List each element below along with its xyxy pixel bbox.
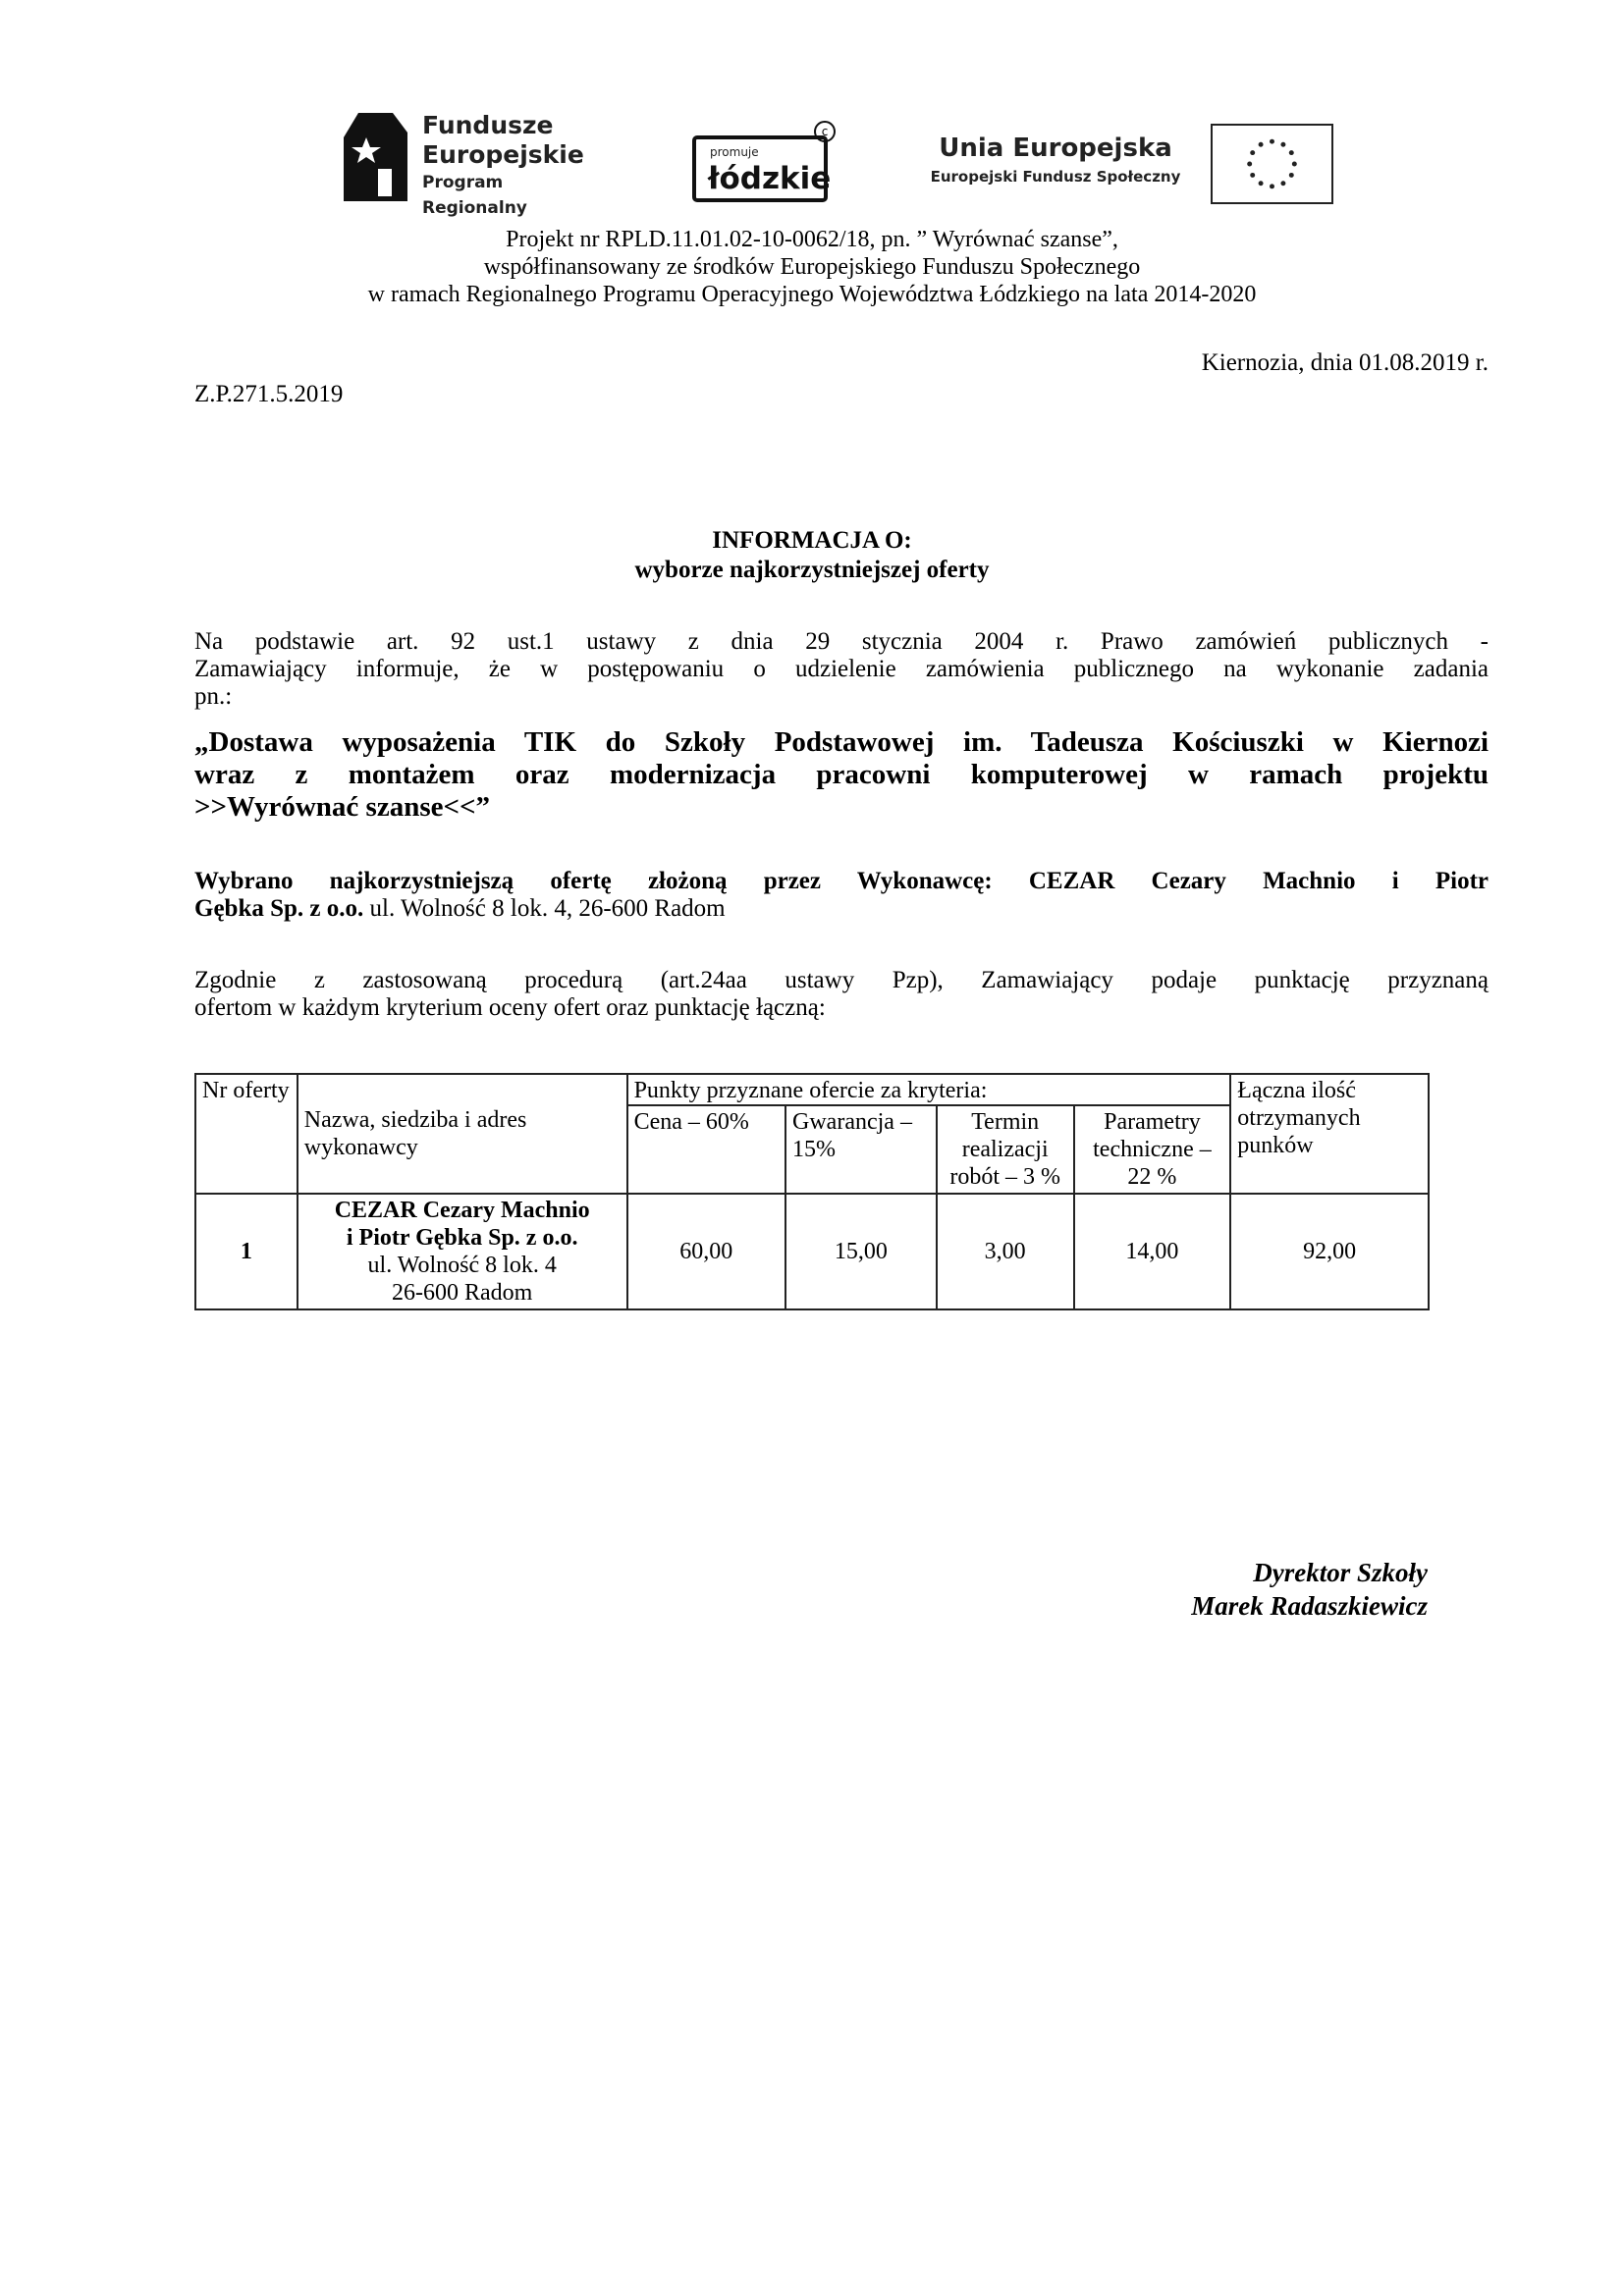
title-line1: INFORMACJA O: [712,527,912,554]
subject-line1: „Dostawa wyposażenia TIK do Szkoły Podstawowej im. Tadeusza Kościuszki w Kiernozi [194,726,1489,758]
procedure-line2: ofertom w każdym kryterium oceny ofert oraz punktację łączną: [194,994,826,1021]
cell-addr-l1: ul. Wolność 8 lok. 4 [367,1253,557,1278]
eu-flag-icon [1211,124,1333,204]
cell-name [298,1194,627,1309]
fundusze-line2: Europejskie [422,140,584,169]
copyright-mark: c [814,121,836,142]
fundusze-line1: Fundusze [422,111,554,139]
cell-price: 60,00 [627,1194,785,1309]
cell-name-l1: CEZAR Cezary Machnio [334,1198,590,1223]
results-table [194,1073,1430,1310]
procedure-line1: Zgodnie z zastosowaną procedurą (art.24aa ustawy Pzp), Zamawiający podaje punktację przyznaną [194,967,1489,993]
header-total: Łączna ilość otrzymanych punków [1230,1074,1429,1194]
cell-term: 3,00 [937,1194,1074,1309]
cell-params: 14,00 [1074,1194,1231,1309]
reference-number: Z.P.271.5.2019 [194,381,344,407]
promuje-lodzkie-logo [692,121,844,204]
chosen-offer [194,868,1489,923]
document-title [0,526,1624,585]
intro-line2: Zamawiający informuje, że w postępowaniu o udzielenie zamówienia publicznego na wykonanie zadania [194,656,1489,682]
lodzkie-big-text: łódzkie [708,161,832,196]
subject-line3: >>Wyrównać szanse<<” [194,791,491,823]
header-nr: Nr oferty [195,1074,298,1194]
lodzkie-small-text: promuje [710,145,759,159]
ue-line1: Unia Europejska [939,133,1172,163]
header-price: Cena – 60% [627,1105,785,1194]
header-term: Termin realizacji robót – 3 % [937,1105,1074,1194]
signature-name: Marek Radaszkiewicz [1191,1591,1428,1621]
project-line3: w ramach Regionalnego Programu Operacyjnego Województwa Łódzkiego na lata 2014-2020 [367,282,1257,307]
contract-subject [194,726,1489,824]
header-params: Parametry techniczne – 22 % [1074,1105,1231,1194]
header-warranty: Gwarancja – 15% [785,1105,937,1194]
chosen-company-suffix: Gębka Sp. z o.o. [194,895,364,922]
project-info [0,226,1624,308]
project-line2: współfinansowany ze środków Europejskiego Funduszu Społecznego [483,254,1141,280]
ue-line2: Europejski Fundusz Społeczny [930,168,1181,186]
project-line1: Projekt nr RPLD.11.01.02-10-0062/18, pn. ” Wyrównać szanse”, [506,227,1118,252]
lodzkie-frame [692,135,832,202]
cell-total: 92,00 [1230,1194,1429,1309]
chosen-line1: Wybrano najkorzystniejszą ofertę złożoną przez Wykonawcę: CEZAR Cezary Machnio i Piotr [194,868,1489,894]
table-header-row [195,1074,1429,1105]
intro-line1: Na podstawie art. 92 ust.1 ustawy z dnia 29 stycznia 2004 r. Prawo zamówień publicznych - [194,628,1489,655]
fundusze-europejskie-logo [339,103,614,218]
header-name: Nazwa, siedziba i adres wykonawcy [298,1074,627,1194]
signature-title: Dyrektor Szkoły [1253,1558,1428,1587]
cell-nr: 1 [195,1194,298,1309]
procedure-paragraph [194,967,1489,1022]
intro-paragraph [194,628,1489,711]
fundusze-mark-icon [339,108,412,206]
place-and-date: Kiernozia, dnia 01.08.2019 r. [1201,349,1489,376]
signature-block [1191,1556,1428,1623]
header-points: Punkty przyznane ofercie za kryteria: [627,1074,1231,1105]
cell-warranty: 15,00 [785,1194,937,1309]
cell-name-l2: i Piotr Gębka Sp. z o.o. [346,1225,578,1251]
chosen-line2 [194,895,1489,923]
cell-addr-l2: 26-600 Radom [392,1280,533,1306]
table-row [195,1194,1429,1309]
fundusze-line3: Program Regionalny [422,173,527,218]
unia-europejska-logo [918,118,1340,211]
chosen-address: ul. Wolność 8 lok. 4, 26-600 Radom [363,895,726,922]
title-line2: wyborze najkorzystniejszej oferty [634,557,990,583]
intro-line3: pn.: [194,683,233,710]
subject-line2: wraz z montażem oraz modernizacja pracowni komputerowej w ramach projektu [194,759,1489,790]
